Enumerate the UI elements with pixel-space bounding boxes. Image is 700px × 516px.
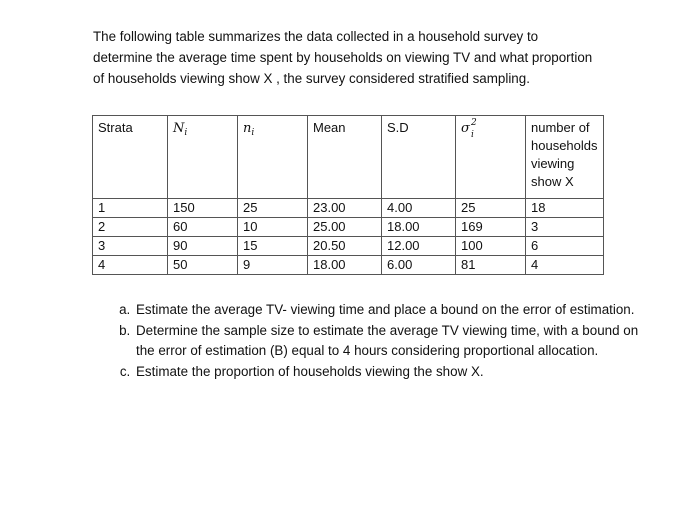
table-row [93, 199, 604, 218]
cell-strata: 4 [93, 256, 168, 275]
cell-strata: 2 [93, 218, 168, 237]
table-header-row [93, 116, 604, 199]
cell-N: 60 [168, 218, 238, 237]
question-a: a. Estimate the average TV- viewing time and place a bound on the error of estimation. [134, 300, 644, 321]
cell-N: 50 [168, 256, 238, 275]
cell-N: 150 [168, 199, 238, 218]
intro-paragraph: The following table summarizes the data collected in a household survey to determine the average time spent by households on viewing TV and what proportion of households viewing show X , the survey considered stratified sampling. [93, 29, 593, 86]
question-c: c. Estimate the proportion of households viewing the show X. [134, 362, 644, 383]
cell-households: 18 [526, 199, 604, 218]
cell-n: 9 [238, 256, 308, 275]
question-list [106, 300, 644, 382]
cell-sd: 18.00 [382, 218, 456, 237]
cell-strata: 3 [93, 237, 168, 256]
cell-n: 25 [238, 199, 308, 218]
cell-N: 90 [168, 237, 238, 256]
cell-n: 10 [238, 218, 308, 237]
header-n-subscript: i [251, 128, 255, 138]
header-sd: S.D [382, 116, 456, 199]
header-n-symbol: n [243, 121, 252, 136]
header-N-subscript: i [184, 128, 188, 138]
header-population-size [168, 116, 238, 199]
table-row [93, 237, 604, 256]
cell-households: 3 [526, 218, 604, 237]
cell-mean: 18.00 [308, 256, 382, 275]
cell-n: 15 [238, 237, 308, 256]
header-sample-size [238, 116, 308, 199]
header-households-viewing: number of households viewing show X [526, 116, 604, 199]
cell-variance: 100 [456, 237, 526, 256]
cell-sd: 4.00 [382, 199, 456, 218]
table-row [93, 256, 604, 275]
cell-mean: 25.00 [308, 218, 382, 237]
header-sigma-superscript: 2 [471, 118, 477, 128]
survey-table [92, 115, 604, 275]
header-sigma-symbol [461, 118, 477, 140]
cell-strata: 1 [93, 199, 168, 218]
table-row [93, 218, 604, 237]
cell-households: 4 [526, 256, 604, 275]
cell-mean: 23.00 [308, 199, 382, 218]
header-mean: Mean [308, 116, 382, 199]
cell-variance: 25 [456, 199, 526, 218]
cell-sd: 12.00 [382, 237, 456, 256]
cell-households: 6 [526, 237, 604, 256]
header-sigma-base: σ [461, 121, 470, 136]
header-N-symbol: N [173, 121, 185, 136]
cell-variance: 169 [456, 218, 526, 237]
header-sigma-subscript: i [471, 130, 474, 140]
header-strata: Strata [93, 116, 168, 199]
cell-variance: 81 [456, 256, 526, 275]
cell-sd: 6.00 [382, 256, 456, 275]
question-b: b. Determine the sample size to estimate the average TV viewing time, with a bound on the error of estimation (B) equal to 4 hours considering proportional allocation. [134, 321, 644, 362]
cell-mean: 20.50 [308, 237, 382, 256]
header-variance [456, 116, 526, 199]
